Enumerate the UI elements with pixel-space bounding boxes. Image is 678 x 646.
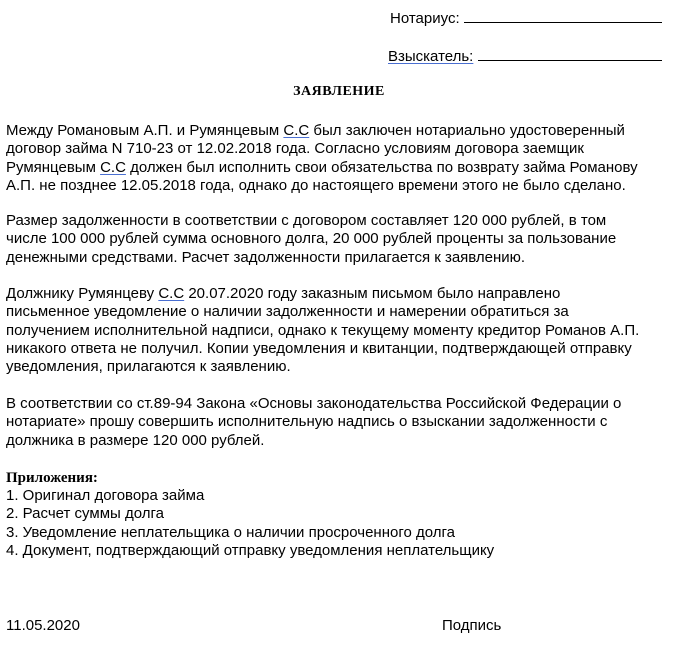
paragraph-1 [6,122,671,195]
notary-label: Нотариус: [390,10,460,27]
claimant-line [388,45,662,66]
paragraph-3 [6,285,671,376]
notary-line [390,7,662,28]
initials-underlined: С.С [283,122,310,139]
paragraph-line: Размер задолженности в соответствии с договором составляет 120 000 рублей, в том [6,212,607,229]
attachments-title: Приложения: [6,470,98,486]
initials-underlined: С.С [158,285,185,302]
paragraph-line: никакого ответа не получил. Копии уведомления и квитанции, подтверждающей отправку [6,339,632,357]
attachment-item: 1. Оригинал договора займа [6,487,205,504]
signature-label: Подпись [442,617,502,634]
paragraph-line [6,122,671,140]
initials-underlined: С.С [100,158,126,176]
paragraph-line: В соответствии со ст.89-94 Закона «Основы законодательства Российской Федерации о [6,395,622,412]
attachment-item: 4. Документ, подтверждающий отправку уведомления неплательщику [6,541,495,559]
text-run: был заключен нотариально удостоверенный [309,122,625,139]
document-date: 11.05.2020 [6,617,80,634]
paragraph-line: письменное уведомление о наличии задолженности и намерении обратиться за [6,303,569,321]
paragraph-line [6,159,671,177]
paragraph-2 [6,212,671,267]
text-run: Должнику Румянцеву [6,285,159,302]
text-run: должен был исполнить свои обязательства по возврату займа Романову [125,158,638,176]
document-title: ЗАЯВЛЕНИЕ [293,84,385,99]
attachments-list [6,487,494,560]
paragraph-line: уведомления, прилагаются к заявлению. [6,358,291,376]
paragraph-line: нотариате» прошу совершить исполнительную надпись о взыскании задолженности с [6,413,608,431]
attachment-item: 2. Расчет суммы долга [6,505,164,523]
notary-blank [464,7,662,23]
paragraph-line: А.П. не позднее 12.05.2018 года, однако до настоящего времени этого не было сделано. [6,176,626,194]
paragraph-line: денежными средствами. Расчет задолженности прилагается к заявлению. [6,248,526,266]
paragraph-line: получением исполнительной надписи, однако к текущему моменту кредитор Романов А.П. [6,321,640,339]
paragraph-line: числе 100 000 рублей сумма основного долга, 20 000 рублей проценты за пользование [6,230,617,248]
text-run: 20.07.2020 году заказным письмом было направлено [184,285,561,302]
attachment-item: 3. Уведомление неплательщика о наличии просроченного долга [6,523,455,541]
text-run: Между Романовым А.П. и Румянцевым [6,122,284,139]
claimant-blank [478,45,662,61]
paragraph-line: договор займа N 710-23 от 12.02.2018 года. Согласно условиям договора заемщик [6,140,584,158]
claimant-label: Взыскатель: [388,48,474,65]
text-run: Румянцевым [6,158,101,176]
paragraph-4 [6,395,671,450]
paragraph-line [6,285,671,303]
paragraph-line: должника в размере 120 000 рублей. [6,431,265,449]
